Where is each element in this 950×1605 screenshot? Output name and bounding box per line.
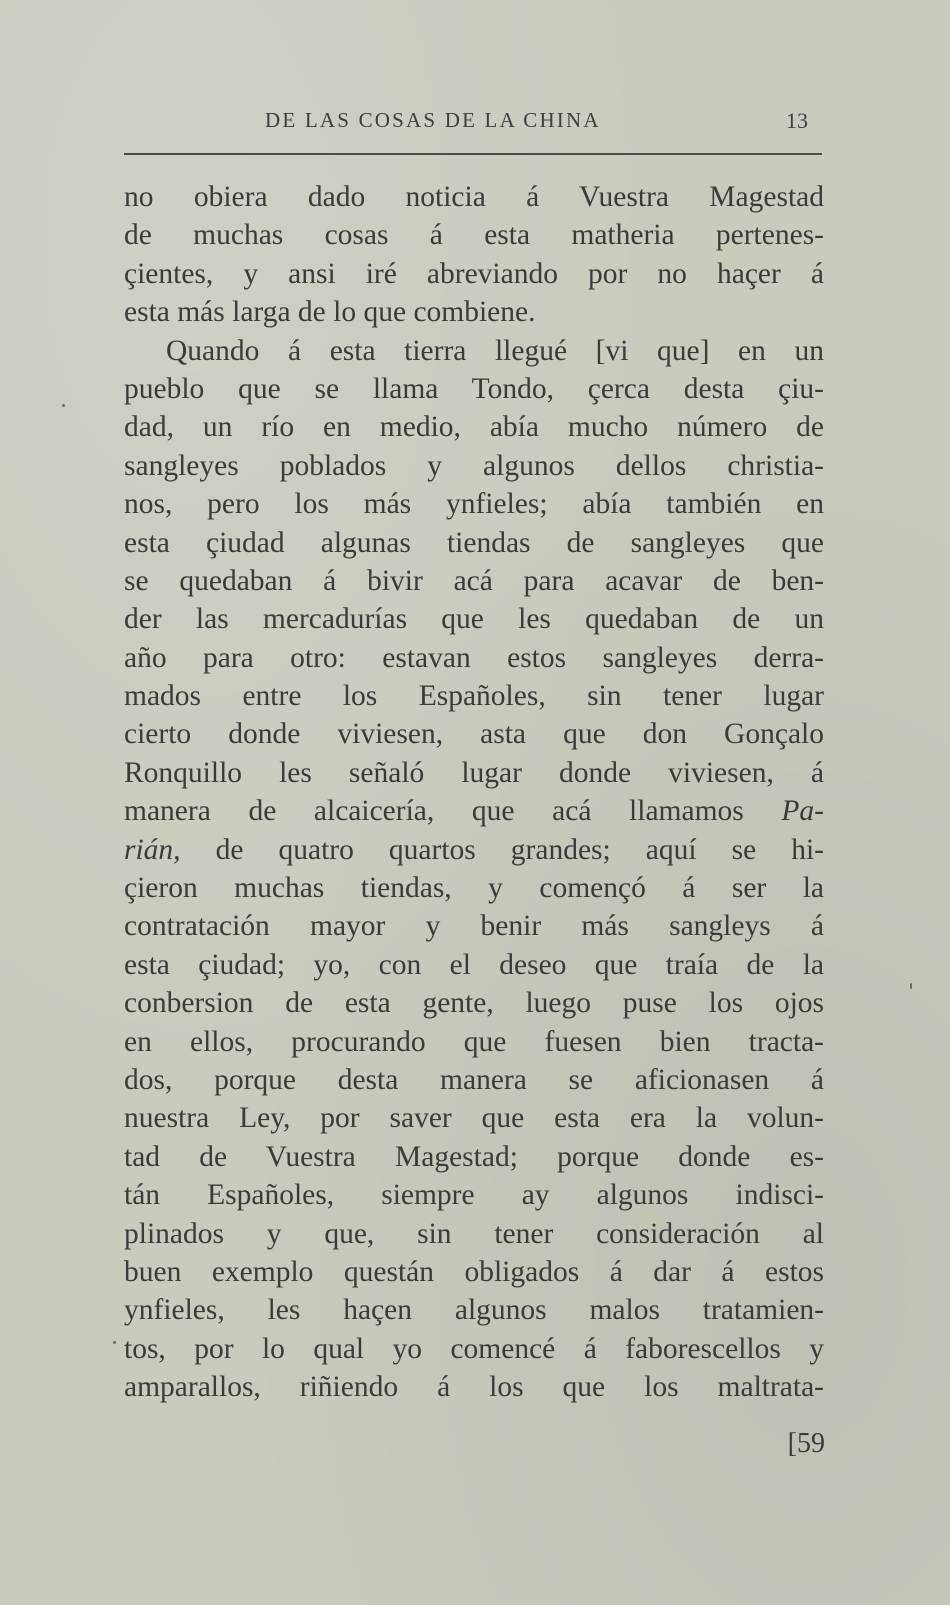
text-line: tad de Vuestra Magestad; porque donde es- xyxy=(124,1140,824,1173)
text-line-italic-start xyxy=(124,831,824,869)
text-line: esta çiudad algunas tiendas de sangleyes que xyxy=(124,526,824,559)
text-line: esta más larga de lo que combiene. xyxy=(124,296,536,329)
text-line: amparallos, riñiendo á los que los maltrata- xyxy=(124,1371,824,1404)
text-line: de muchas cosas á esta matheria pertenes- xyxy=(124,219,824,252)
text-line: conbersion de esta gente, luego puse los ojos xyxy=(124,987,824,1020)
text-line: buen exemplo questán obligados á dar á estos xyxy=(124,1255,824,1288)
text-line: sangleyes poblados y algunos dellos christia- xyxy=(124,449,824,482)
italic-word: rián, xyxy=(124,833,181,866)
text-line: ynfieles, les haçen algunos malos tratamien- xyxy=(124,1294,824,1327)
text-line: plinados y que, sin tener consideración al xyxy=(124,1217,824,1250)
text-line: en ellos, procurando que fuesen bien tracta- xyxy=(124,1025,824,1058)
italic-word: Pa- xyxy=(781,795,824,828)
text-line: mados entre los Españoles, sin tener lugar xyxy=(124,680,824,713)
text-line: no obiera dado noticia á Vuestra Magestad xyxy=(124,181,824,213)
text-line: nuestra Ley, por saver que esta era la volun- xyxy=(124,1102,824,1135)
running-head: DE LAS COSAS DE LA CHINA xyxy=(265,108,601,132)
header-rule xyxy=(124,153,822,155)
text-line: nos, pero los más ynfieles; abía también en xyxy=(124,488,824,521)
text-line: pueblo que se llama Tondo, çerca desta çiu- xyxy=(124,372,824,405)
paper-speck xyxy=(62,404,65,407)
paper-speck xyxy=(113,1341,116,1344)
text-line: der las mercadurías que les quedaban de un xyxy=(124,603,824,636)
text-line-paragraph-start: Quando á esta tierra llegué [vi que] en un xyxy=(166,334,824,367)
text-line-italic-end xyxy=(124,792,824,830)
text-line: cierto donde viviesen, asta que don Gonçalo xyxy=(124,718,824,751)
text-line: çientes, y ansi iré abreviando por no haçer á xyxy=(124,257,824,290)
signature-mark: [59 xyxy=(787,1428,825,1459)
text-line: contratación mayor y benir más sangleys á xyxy=(124,910,824,943)
text-line: año para otro: estavan estos sangleyes derra- xyxy=(124,641,824,674)
text-line: Ronquillo les señaló lugar donde viviesen, á xyxy=(124,756,824,789)
text-line: çieron muchas tiendas, y començó á ser la xyxy=(124,872,824,905)
text-line: dos, porque desta manera se aficionasen á xyxy=(124,1063,824,1096)
text-line-prefix: manera de alcaicería, que acá llamamos xyxy=(124,795,744,828)
page-header xyxy=(124,106,822,136)
text-line: tán Españoles, siempre ay algunos indisci- xyxy=(124,1179,824,1212)
body-text xyxy=(124,178,824,1407)
text-line: esta çiudad; yo, con el deseo que traía de la xyxy=(124,948,824,981)
text-line-suffix: de quatro quartos grandes; aquí se hi- xyxy=(215,833,824,866)
text-line: se quedaban á bivir acá para acavar de ben- xyxy=(124,564,824,597)
page-number: 13 xyxy=(786,108,808,133)
paper-speck xyxy=(910,983,912,989)
text-line: tos, por lo qual yo comencé á faborescellos y xyxy=(124,1332,824,1365)
text-line: dad, un río en medio, abía mucho número de xyxy=(124,411,824,444)
